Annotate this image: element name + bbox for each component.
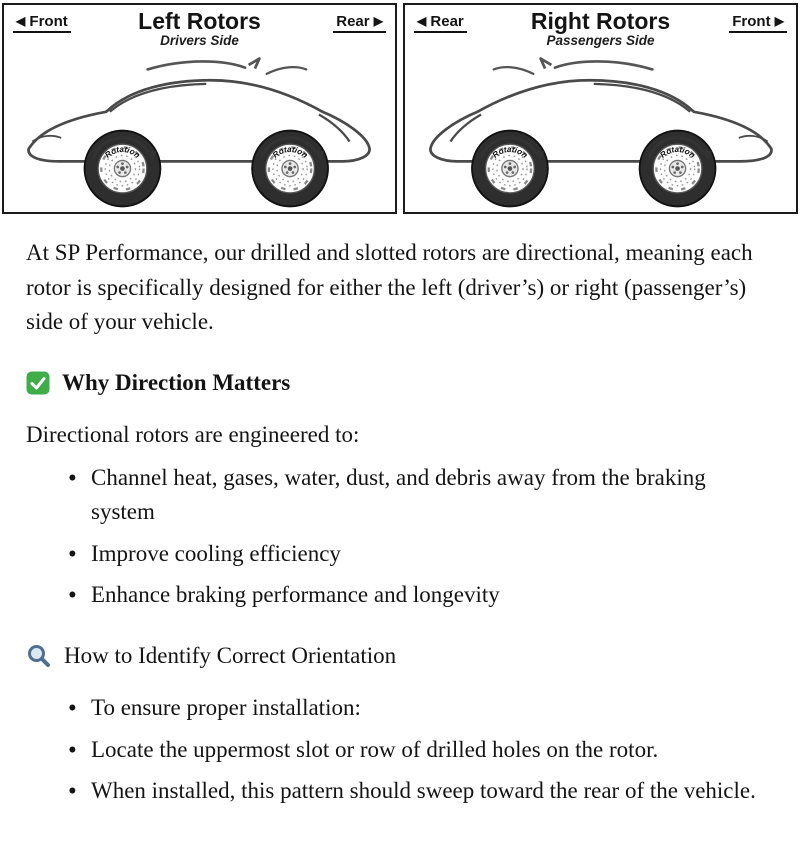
list-item: • Channel heat, gases, water, dust, and debris away from the braking system [66, 461, 770, 530]
left-car-illustration [4, 55, 395, 210]
panel-title: Left Rotors [138, 8, 261, 34]
rotation-label: Rotation [658, 144, 697, 160]
right-panel-header [405, 5, 796, 55]
rotor-direction-diagram [0, 0, 800, 214]
list-item: • Improve cooling efficiency [66, 537, 770, 572]
magnifier-icon [26, 643, 52, 669]
rear-wheel-rotor [251, 130, 329, 208]
front-wheel-rotor [84, 130, 161, 208]
arrow-left-icon: ◀ [16, 14, 26, 28]
left-rotors-panel [2, 3, 397, 214]
rotation-label: Rotation [270, 144, 310, 160]
arrow-right-icon: ▶ [774, 14, 784, 28]
left-panel-header [4, 5, 395, 55]
check-icon [26, 371, 50, 395]
panel-subtitle: Drivers Side [160, 33, 239, 49]
front-direction-label: ◀ Front [13, 13, 71, 33]
arrow-left-icon: ◀ [417, 14, 427, 28]
engineered-to-lead: Directional rotors are engineered to: [26, 422, 360, 447]
arrow-right-icon: ▶ [373, 14, 383, 28]
orientation-bullet-list [26, 691, 770, 809]
section-heading-text: How to Identify Correct Orientation [64, 642, 397, 668]
rotation-label: Rotation [490, 144, 530, 160]
panel-title: Right Rotors [530, 8, 671, 34]
section-heading-identify-orientation [26, 639, 770, 674]
section-heading-text: Why Direction Matters [62, 369, 291, 395]
front-wheel-rotor [639, 130, 717, 208]
right-rotors-panel [403, 3, 798, 214]
intro-paragraph: At SP Performance, our drilled and slotted rotors are directional, meaning each rotor is specifically designed for either the left (driver’s) or right (passenger’s) side of your vehicle. [26, 240, 753, 334]
list-item: • To ensure proper installation: [66, 691, 770, 726]
rear-wheel-rotor [471, 130, 548, 208]
right-car-illustration [405, 55, 796, 210]
rear-direction-label: Rear ▶ [333, 13, 386, 33]
panel-subtitle: Passengers Side [546, 33, 655, 49]
rear-direction-label: ◀ Rear [414, 13, 467, 33]
rotation-label: Rotation [103, 144, 142, 160]
why-direction-bullet-list [26, 461, 770, 613]
list-item: • Locate the uppermost slot or row of drilled holes on the rotor. [66, 733, 770, 768]
article-content [0, 214, 800, 849]
section-heading-why-direction-matters [26, 366, 770, 401]
list-item: • Enhance braking performance and longevity [66, 578, 770, 613]
front-direction-label: Front ▶ [729, 13, 787, 33]
list-item: • When installed, this pattern should sweep toward the rear of the vehicle. [66, 774, 770, 809]
